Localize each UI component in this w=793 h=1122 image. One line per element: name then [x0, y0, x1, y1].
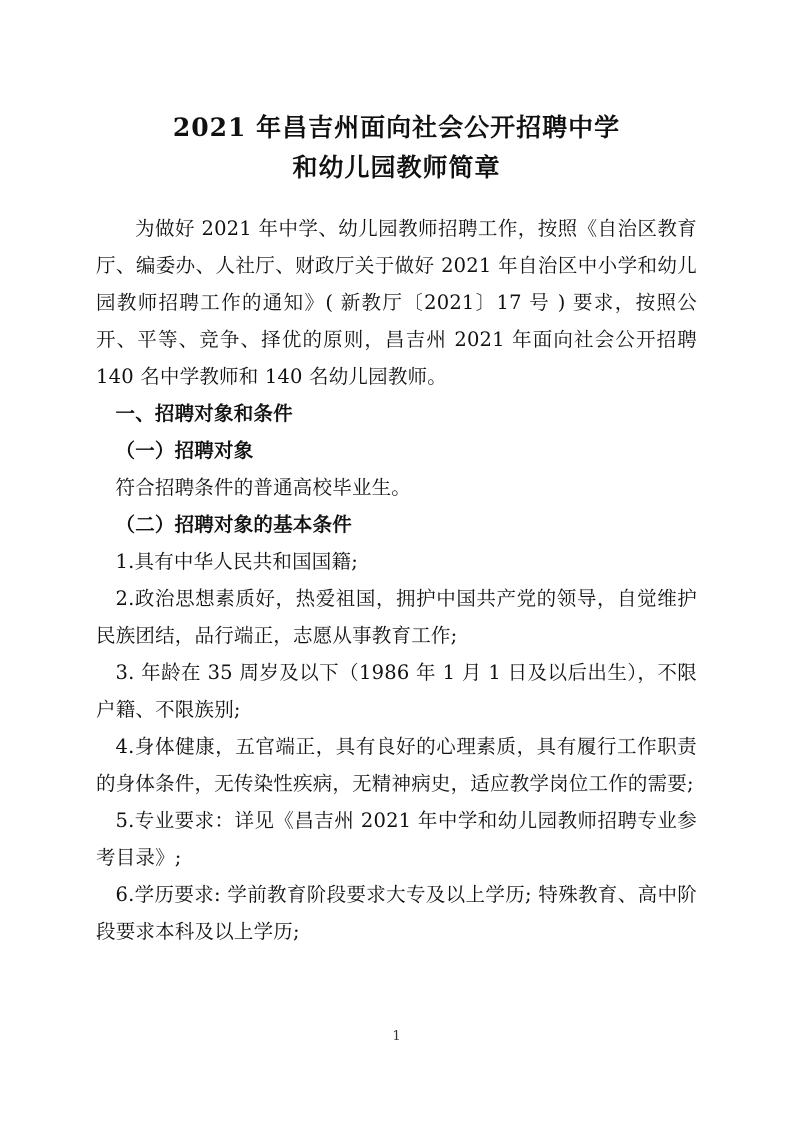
page-number: 1	[392, 1029, 401, 1044]
paragraph-intro: 为做好 2021 年中学、幼儿园教师招聘工作，按照《自治区教育厅、编委办、人社厅、财政厅关于做好 2021 年自治区中小学和幼儿园教师招聘工作的通知》( 新教厅〔2021〕17 号 ) 要求，按照公开、平等、竞争、择优的原则，昌吉州 2021 年面向社会公开招聘 140 名中学教师和 140 名幼儿园教师。	[96, 217, 697, 388]
subsection-heading-1-1: （一）招聘对象	[115, 439, 254, 462]
list-item-2: 2.政治思想素质好，热爱祖国，拥护中国共产党的领导，自觉维护民族团结，品行端正，志愿从事教育工作;	[96, 587, 697, 647]
page-title-line-2: 和幼儿园教师简章	[292, 153, 501, 182]
page-title-line-1: 2021 年昌吉州面向社会公开招聘中学	[172, 113, 621, 142]
list-item-3: 3. 年龄在 35 周岁及以下（1986 年 1 月 1 日及以后出生），不限户籍、不限族别;	[96, 661, 697, 721]
document-body	[96, 108, 697, 950]
section-heading-1: 一、招聘对象和条件	[115, 402, 293, 425]
page-title	[96, 108, 697, 188]
list-item-4: 4.身体健康，五官端正，具有良好的心理素质，具有履行工作职责的身体条件，无传染性疾病，无精神病史，适应教学岗位工作的需要;	[96, 735, 697, 795]
paragraph-target: 符合招聘条件的普通高校毕业生。	[115, 476, 412, 499]
list-item-5: 5.专业要求：详见《昌吉州 2021 年中学和幼儿园教师招聘专业参考目录》;	[96, 809, 697, 869]
list-item-6: 6.学历要求: 学前教育阶段要求大专及以上学历; 特殊教育、高中阶段要求本科及以上学历;	[96, 883, 697, 943]
list-item-1: 1.具有中华人民共和国国籍;	[115, 550, 358, 573]
subsection-heading-1-2: （二）招聘对象的基本条件	[115, 513, 352, 536]
